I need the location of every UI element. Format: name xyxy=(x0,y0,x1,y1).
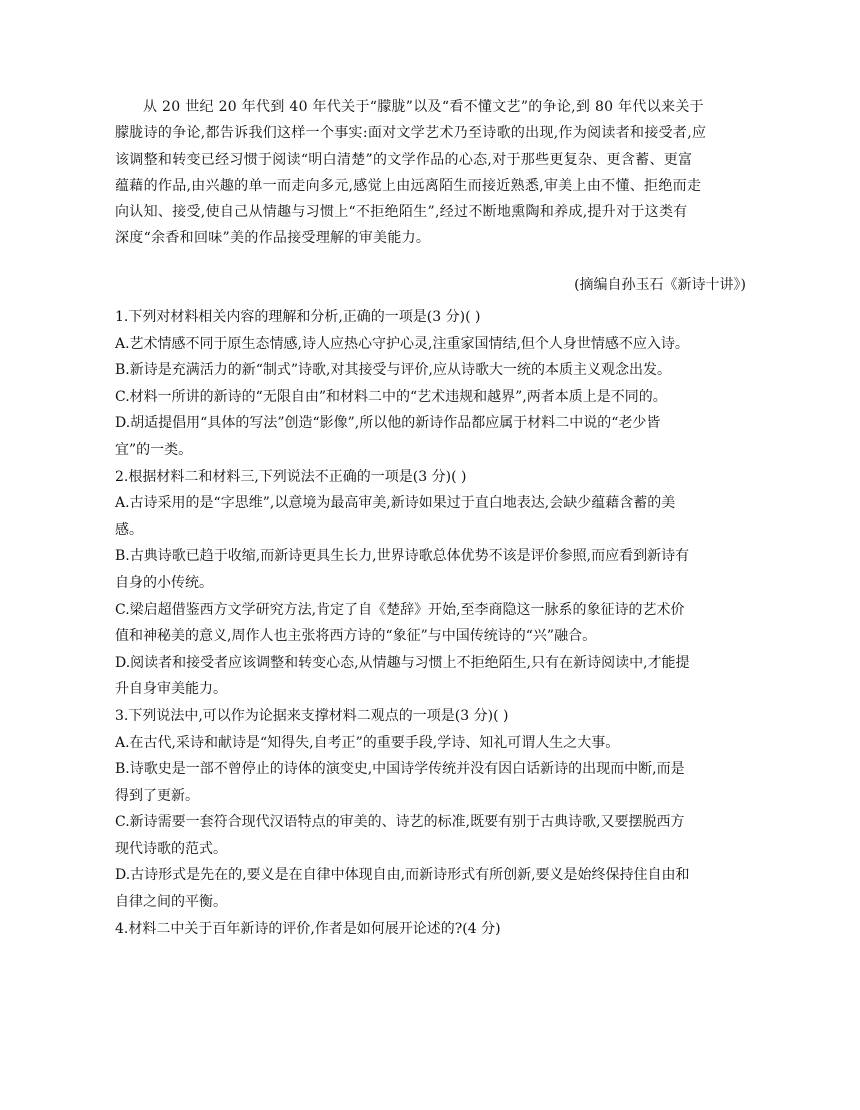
question-2-option-b: B.古典诗歌已趋于收缩,而新诗更具生长力,世界诗歌总体优势不该是评价参照,而应看到新诗有 xyxy=(115,548,690,565)
question-1-option-c: C.材料一所讲的新诗的“无限自由”和材料二中的“艺术违规和越界”,两者本质上是不同的。 xyxy=(115,388,667,405)
passage-line: 朦胧诗的争论,都告诉我们这样一个事实:面对文学艺术乃至诗歌的出现,作为阅读者和接受者,应 xyxy=(115,125,707,142)
question-3-option-b: B.诗歌史是一部不曾停止的诗体的演变史,中国诗学传统并没有因白话新诗的出现而中断,而是 xyxy=(115,761,685,778)
question-list xyxy=(115,304,755,942)
question-3-option-d-cont: 自律之间的平衡。 xyxy=(115,894,227,911)
question-2-option-a-cont: 感。 xyxy=(115,521,143,538)
question-3-option-b-cont: 得到了更新。 xyxy=(115,787,199,804)
question-2-option-d: D.阅读者和接受者应该调整和转变心态,从情趣与习惯上不拒绝陌生,只有在新诗阅读中,才能提 xyxy=(115,654,690,671)
passage-source: (摘编自孙玉石《新诗十讲》) xyxy=(574,277,746,293)
question-3-option-c: C.新诗需要一套符合现代汉语特点的审美的、诗艺的标准,既要有别于古典诗歌,又要摆脱西方 xyxy=(115,814,685,831)
reading-passage xyxy=(115,94,747,252)
question-3-stem: 3.下列说法中,可以作为论据来支撑材料二观点的一项是(3 分)( ) xyxy=(115,707,509,724)
passage-line: 从 20 世纪 20 年代到 40 年代关于“朦胧”以及“看不懂文艺”的争论,到 80 年代以来关于 xyxy=(143,99,704,115)
passage-line: 向认知、接受,使自己从情趣与习惯上“不拒绝陌生”,经过不断地熏陶和养成,提升对于这类有 xyxy=(115,204,688,221)
question-2-option-b-cont: 自身的小传统。 xyxy=(115,574,213,591)
question-2-stem: 2.根据材料二和材料三,下列说法不正确的一项是(3 分)( ) xyxy=(115,468,467,485)
question-1-option-d-cont: 宜”的一类。 xyxy=(115,441,193,458)
question-3-option-c-cont: 现代诗歌的范式。 xyxy=(115,840,227,857)
question-2-option-a: A.古诗采用的是“字思维”,以意境为最高审美,新诗如果过于直白地表达,会缺少蕴藉含蓄的美 xyxy=(115,495,676,512)
question-1-option-b: B.新诗是充满活力的新“制式”诗歌,对其接受与评价,应从诗歌大一统的本质主义观念出发。 xyxy=(115,362,671,379)
question-1-option-d: D.胡适提倡用“具体的写法”创造“影像”,所以他的新诗作品都应属于材料二中说的“老少皆 xyxy=(115,415,661,432)
passage-line: 深度“余香和回味”美的作品接受理解的审美能力。 xyxy=(115,230,431,247)
question-4-stem: 4.材料二中关于百年新诗的评价,作者是如何展开论述的?(4 分) xyxy=(115,920,501,937)
passage-line: 该调整和转变已经习惯于阅读“明白清楚”的文学作品的心态,对于那些更复杂、更含蓄、更富 xyxy=(115,151,693,168)
question-3-option-d: D.古诗形式是先在的,要义是在自律中体现自由,而新诗形式有所创新,要义是始终保持住自由和 xyxy=(115,867,690,884)
question-2-option-d-cont: 升自身审美能力。 xyxy=(115,681,227,698)
question-2-option-c: C.梁启超借鉴西方文学研究方法,肯定了自《楚辞》开始,至李商隐这一脉系的象征诗的艺术价 xyxy=(115,601,685,618)
question-3-option-a: A.在古代,采诗和献诗是“知得失,自考正”的重要手段,学诗、知礼可谓人生之大事。 xyxy=(115,734,620,751)
question-2-option-c-cont: 值和神秘美的意义,周作人也主张将西方诗的“象征”与中国传统诗的“兴”融合。 xyxy=(115,628,597,645)
passage-line: 蕴藉的作品,由兴趣的单一而走向多元,感觉上由远离陌生而接近熟悉,审美上由不懂、拒绝而走 xyxy=(115,177,702,194)
question-1-stem: 1.下列对材料相关内容的理解和分析,正确的一项是(3 分)( ) xyxy=(115,309,481,325)
question-1-option-a: A.艺术情感不同于原生态情感,诗人应热心守护心灵,注重家国情结,但个人身世情感不应入诗。 xyxy=(115,335,689,352)
